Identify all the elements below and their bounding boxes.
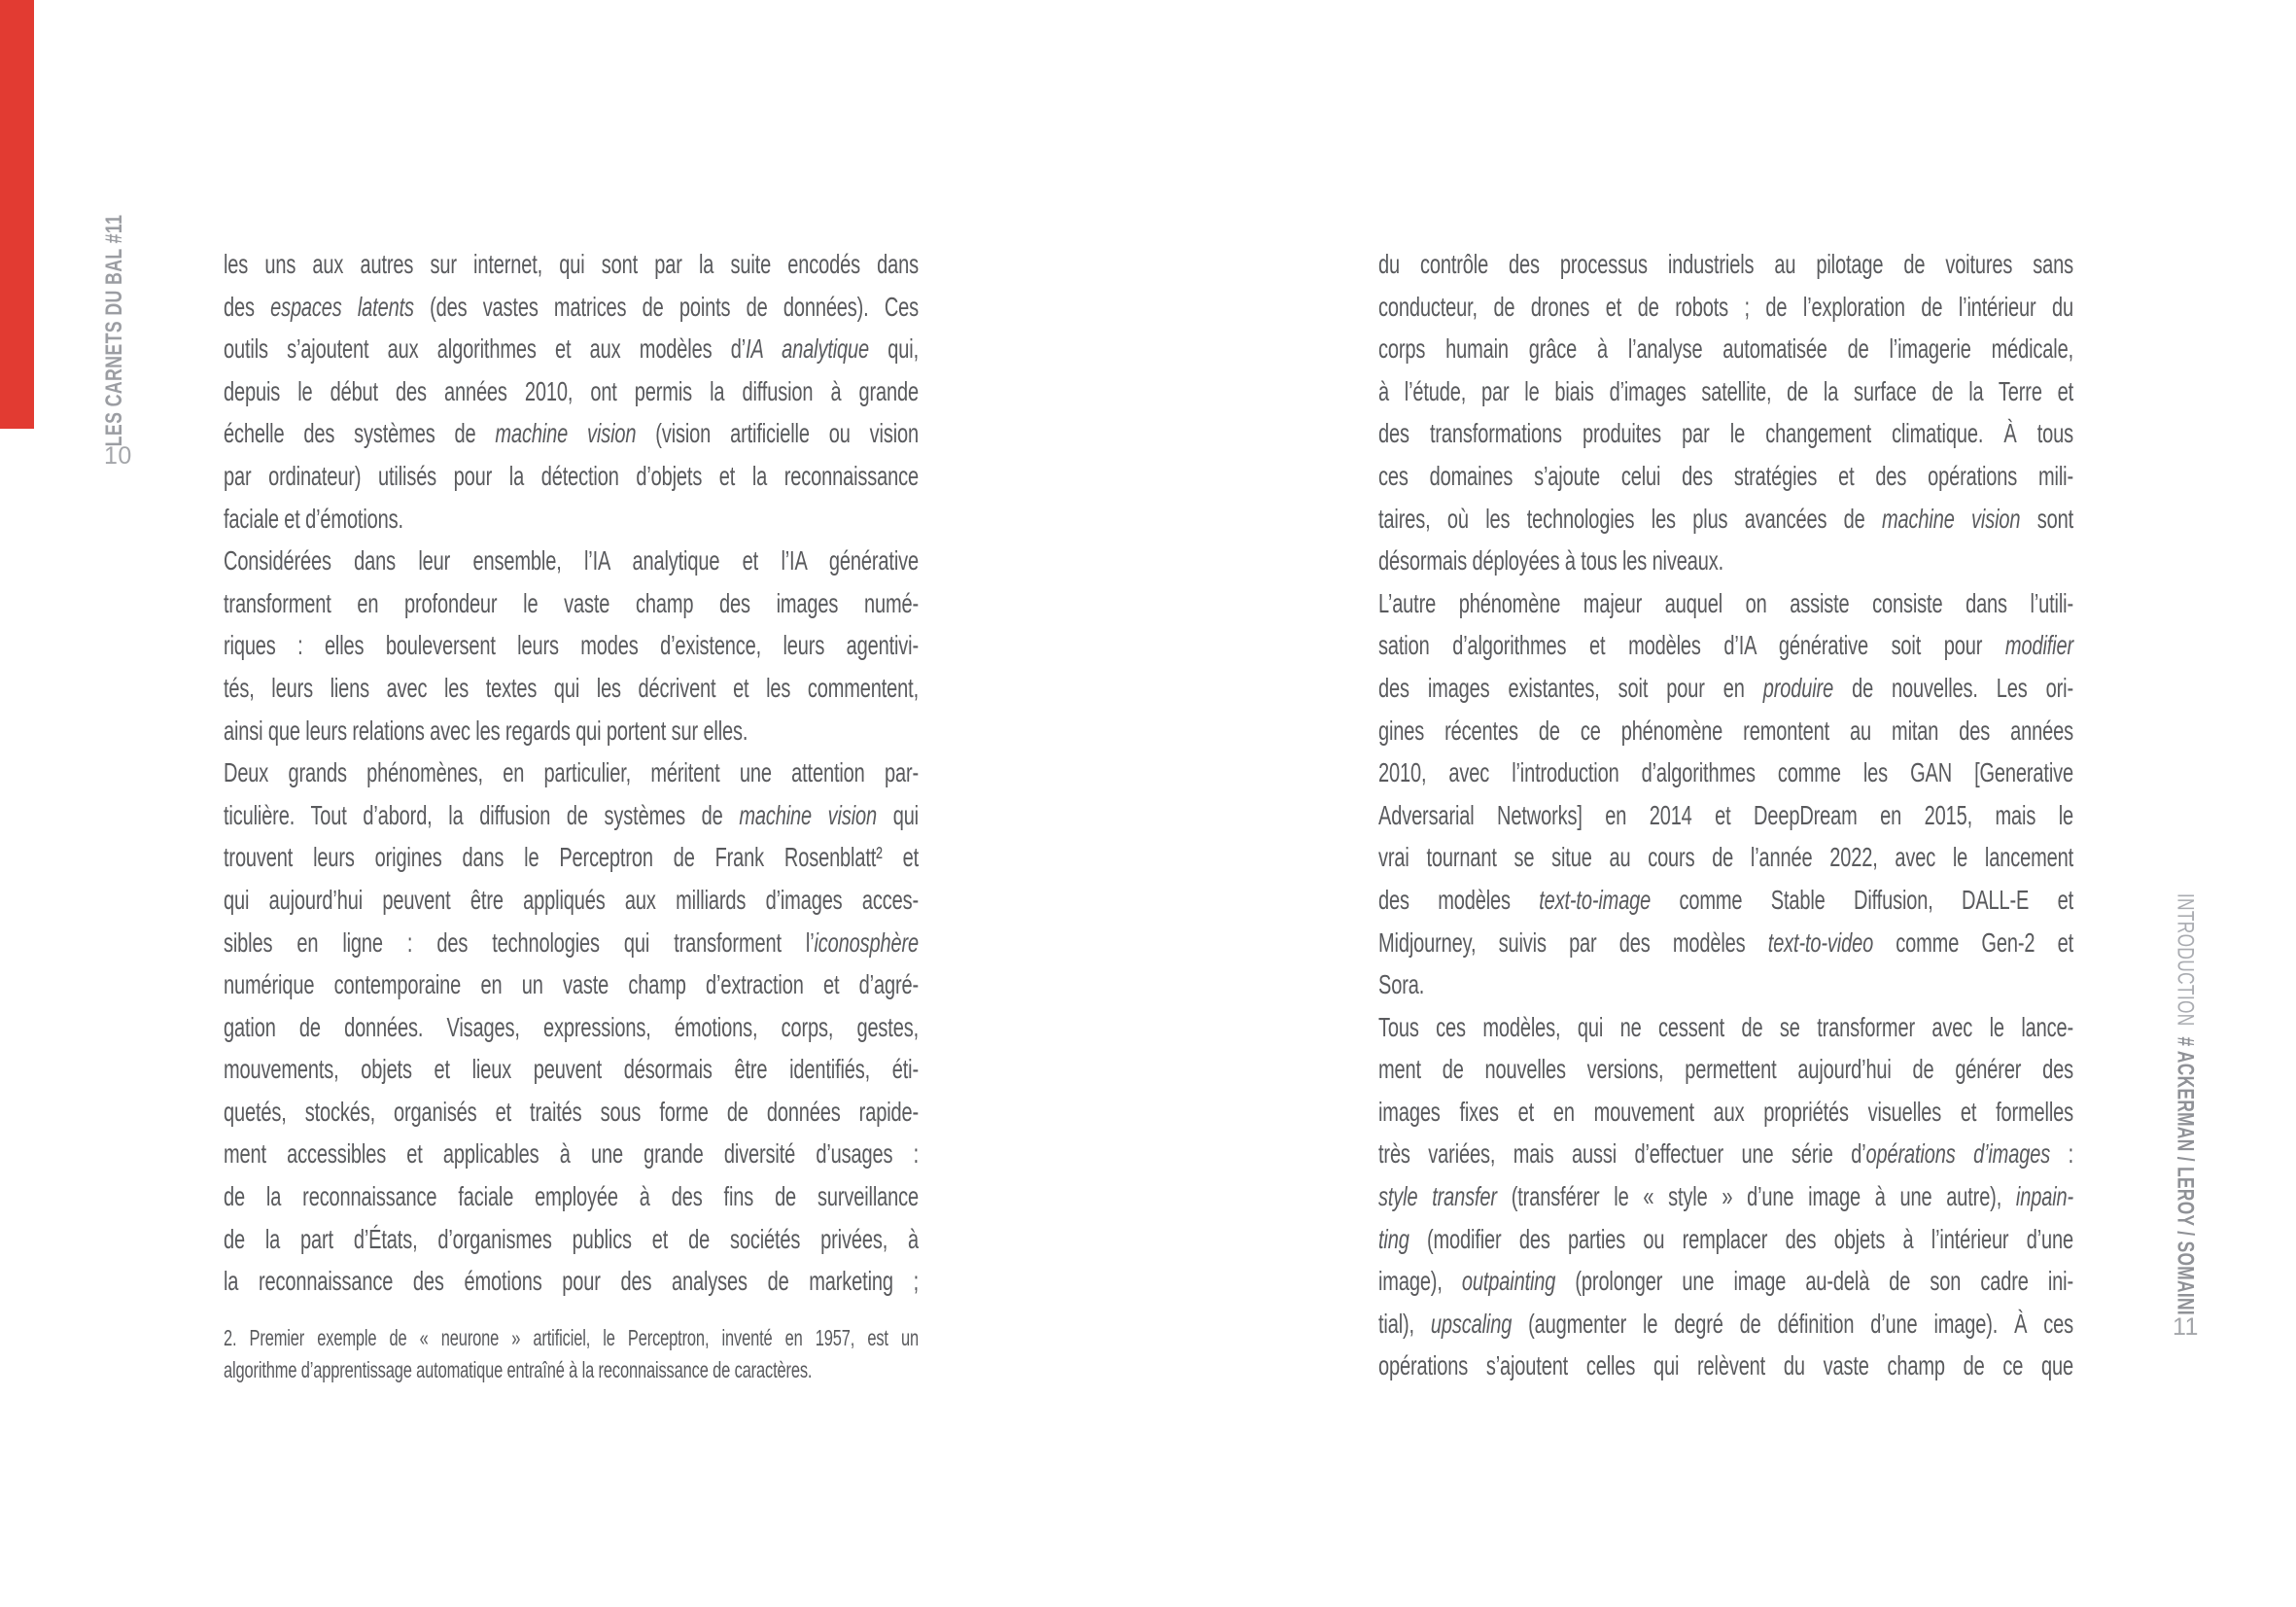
text-line: Sora. <box>1378 969 1425 1000</box>
text-line: images fixes et en mouvement aux propriétés visuelles et formelles <box>1378 1096 2073 1127</box>
text-line: très variées, mais aussi d’effectuer une série d’opérations d’images : <box>1378 1138 2073 1170</box>
text-line: quetés, stockés, organisés et traités sous forme de données rapide- <box>224 1096 919 1127</box>
right-page-text <box>1378 243 2073 1387</box>
series-title-vertical <box>102 215 127 447</box>
red-accent-bar <box>0 0 34 429</box>
text-line: ment de nouvelles versions, permettent aujourd’hui de générer des <box>1378 1054 2073 1085</box>
text-line: désormais déployées à tous les niveaux. <box>1378 545 1723 576</box>
text-line: ment accessibles et applicables à une grande diversité d’usages : <box>224 1138 919 1170</box>
text-line: corps humain grâce à l’analyse automatisée de l’imagerie médicale, <box>1378 333 2073 365</box>
text-line: échelle des systèmes de machine vision (vision artificielle ou vision <box>224 418 919 449</box>
text-line: L’autre phénomène majeur auquel on assiste consiste dans l’utili- <box>1378 587 2073 618</box>
text-line: Adversarial Networks] en 2014 et DeepDream en 2015, mais le <box>1378 799 2073 830</box>
left-page-text <box>224 243 919 1303</box>
text-line: de la reconnaissance faciale employée à des fins de surveillance <box>224 1181 919 1212</box>
text-line: 2. Premier exemple de « neurone » artificiel, le Perceptron, inventé en 1957, est un <box>224 1325 919 1350</box>
text-line: Deux grands phénomènes, en particulier, méritent une attention par- <box>224 757 919 788</box>
text-line: des transformations produites par le changement climatique. À tous <box>1378 418 2073 449</box>
text-line: mouvements, objets et lieux peuvent désormais être identifiés, éti- <box>224 1054 919 1085</box>
text-line: qui aujourd’hui peuvent être appliqués aux milliards d’images acces- <box>224 884 919 915</box>
text-line: outils s’ajoutent aux algorithmes et aux modèles d’IA analytique qui, <box>224 333 919 365</box>
text-line: riques : elles bouleversent leurs modes d’existence, leurs agentivi- <box>224 630 919 661</box>
right-page-paragraphs <box>1378 243 2073 1387</box>
text-line: opérations s’ajoutent celles qui relèvent du vaste champ de ce que <box>1378 1350 2073 1381</box>
text-line: Tous ces modèles, qui ne cessent de se transformer avec le lance- <box>1378 1011 2073 1042</box>
page-number-right: 11 <box>2173 1313 2199 1341</box>
text-line: image), outpainting (prolonger une image au-delà de son cadre ini- <box>1378 1266 2074 1297</box>
text-line: transforment en profondeur le vaste champ des images numé- <box>224 587 919 618</box>
text-line: à l’étude, par le biais d’images satellite, de la surface de la Terre et <box>1378 375 2073 406</box>
text-line: ticulière. Tout d’abord, la diffusion de systèmes de machine vision qui <box>224 799 919 830</box>
left-page-paragraphs <box>224 243 919 1303</box>
text-line: ainsi que leurs relations avec les regards qui portent sur elles. <box>224 715 748 746</box>
text-line: Midjourney, suivis par des modèles text-to-video comme Gen-2 et <box>1378 926 2073 958</box>
text-line: ces domaines s’ajoute celui des stratégies et des opérations mili- <box>1378 460 2073 491</box>
text-line: par ordinateur) utilisés pour la détection d’objets et la reconnaissance <box>224 460 919 491</box>
chapter-title-light: INTRODUCTION <box>2172 892 2199 1027</box>
text-line: ting (modifier des parties ou remplacer des objets à l’intérieur d’une <box>1378 1223 2073 1254</box>
text-line: taires, où les technologies les plus avancées de machine vision sont <box>1378 503 2073 534</box>
series-title-label: LES CARNETS DU BAL #11 <box>101 214 127 447</box>
text-line: des espaces latents (des vastes matrices de points de données). Ces <box>224 291 920 322</box>
chapter-title-authors: # ACKERMAN / LEROY / SOMAINI <box>2172 1036 2199 1316</box>
text-line: conducteur, de drones et de robots ; de l’exploration de l’intérieur du <box>1378 291 2073 322</box>
text-line: 2010, avec l’introduction d’algorithmes comme les GAN [Generative <box>1378 757 2073 788</box>
text-line: tés, leurs liens avec les textes qui les décrivent et les commentent, <box>224 672 919 703</box>
chapter-title-vertical <box>2172 893 2197 1315</box>
text-line: trouvent leurs origines dans le Perceptron de Frank Rosenblatt² et <box>224 842 919 873</box>
text-line: algorithme d’apprentissage automatique entraîné à la reconnaissance de caractères. <box>224 1357 813 1383</box>
text-line: des images existantes, soit pour en produire de nouvelles. Les ori- <box>1378 672 2073 703</box>
text-line: sation d’algorithmes et modèles d’IA générative soit pour modifier <box>1378 630 2073 661</box>
text-line: Considérées dans leur ensemble, l’IA analytique et l’IA générative <box>224 545 919 576</box>
text-line: numérique contemporaine en un vaste champ d’extraction et d’agré- <box>224 969 919 1000</box>
footnote-text <box>224 1322 919 1386</box>
text-line: vrai tournant se situe au cours de l’année 2022, avec le lancement <box>1378 842 2073 873</box>
text-line: style transfer (transférer le « style » d’une image à une autre), inpain- <box>1378 1181 2074 1212</box>
text-line: de la part d’États, d’organismes publics et de sociétés privées, à <box>224 1223 919 1254</box>
text-line: depuis le début des années 2010, ont permis la diffusion à grande <box>224 375 919 406</box>
text-line: tial), upscaling (augmenter le degré de définition d’une image). À ces <box>1378 1308 2074 1339</box>
text-line: sibles en ligne : des technologies qui transforment l’iconosphère <box>224 926 919 958</box>
text-line: les uns aux autres sur internet, qui sont par la suite encodés dans <box>224 249 919 279</box>
text-line: faciale et d’émotions. <box>224 503 403 534</box>
text-line: gines récentes de ce phénomène remontent au mitan des années <box>1378 715 2073 746</box>
page-number-left: 10 <box>104 442 132 470</box>
text-line: gation de données. Visages, expressions, émotions, corps, gestes, <box>224 1011 919 1042</box>
text-line: la reconnaissance des émotions pour des analyses de marketing ; <box>224 1266 919 1297</box>
left-page-footnote <box>224 1322 919 1386</box>
text-line: des modèles text-to-image comme Stable Diffusion, DALL-E et <box>1378 884 2073 915</box>
text-line: du contrôle des processus industriels au pilotage de voitures sans <box>1378 249 2073 279</box>
